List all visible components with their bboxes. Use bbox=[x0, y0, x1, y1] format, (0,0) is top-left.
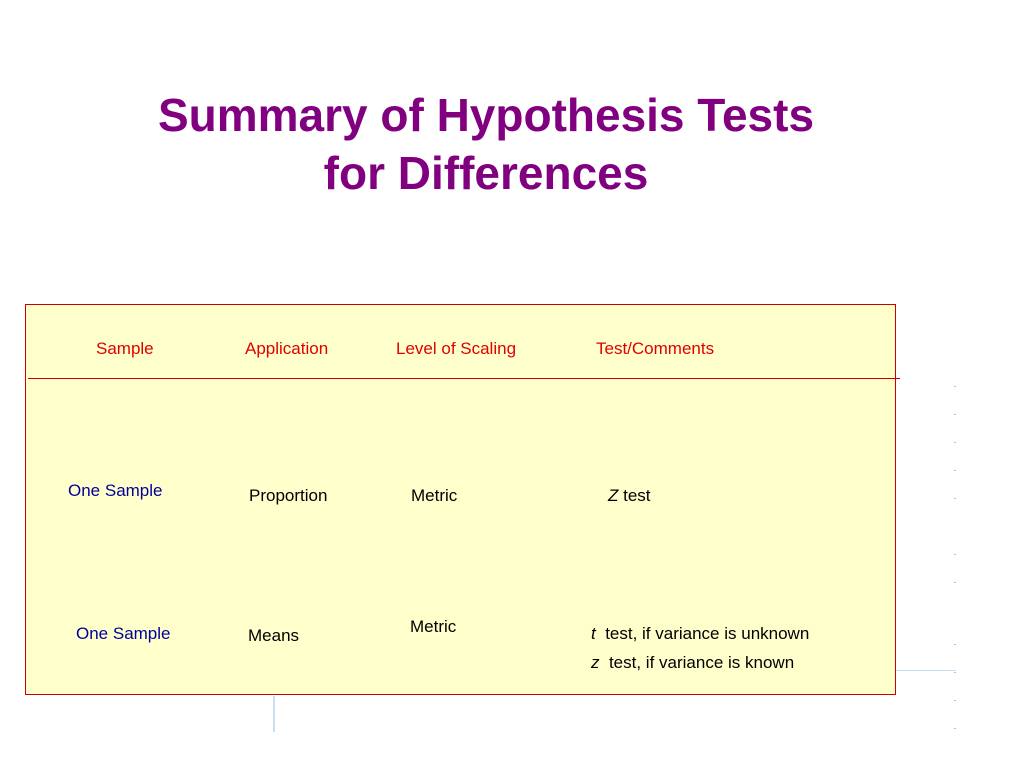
row2-test-2-symbol: z bbox=[591, 653, 600, 672]
row2-test-1-symbol: t bbox=[591, 624, 596, 643]
decorative-dot-column bbox=[954, 380, 958, 740]
row2-application: Means bbox=[248, 626, 300, 645]
slide-title bbox=[0, 86, 972, 202]
row1-test-symbol: Z bbox=[608, 486, 619, 505]
title-line-2: for Differences bbox=[323, 147, 649, 199]
header-rule bbox=[28, 378, 900, 379]
header-level-of-scaling: Level of Scaling bbox=[396, 339, 517, 358]
row2-sample: One Sample bbox=[76, 624, 171, 643]
header-application: Application bbox=[245, 339, 329, 358]
header-test-comments: Test/Comments bbox=[596, 339, 715, 358]
row2-test-2 bbox=[591, 653, 794, 673]
row2-test-2-text: test, if variance is known bbox=[608, 653, 795, 672]
decorative-line-vertical bbox=[273, 696, 275, 732]
row1-scaling: Metric bbox=[411, 486, 458, 505]
row2-test-1 bbox=[591, 624, 809, 644]
header-sample: Sample bbox=[96, 339, 154, 358]
row2-scaling: Metric bbox=[410, 617, 457, 636]
row1-application: Proportion bbox=[249, 486, 328, 505]
row1-test bbox=[608, 486, 651, 506]
row1-test-text: test bbox=[623, 486, 651, 505]
row1-sample: One Sample bbox=[68, 481, 163, 500]
row2-test-1-text: test, if variance is unknown bbox=[605, 624, 810, 643]
title-line-1: Summary of Hypothesis Tests bbox=[157, 89, 815, 141]
